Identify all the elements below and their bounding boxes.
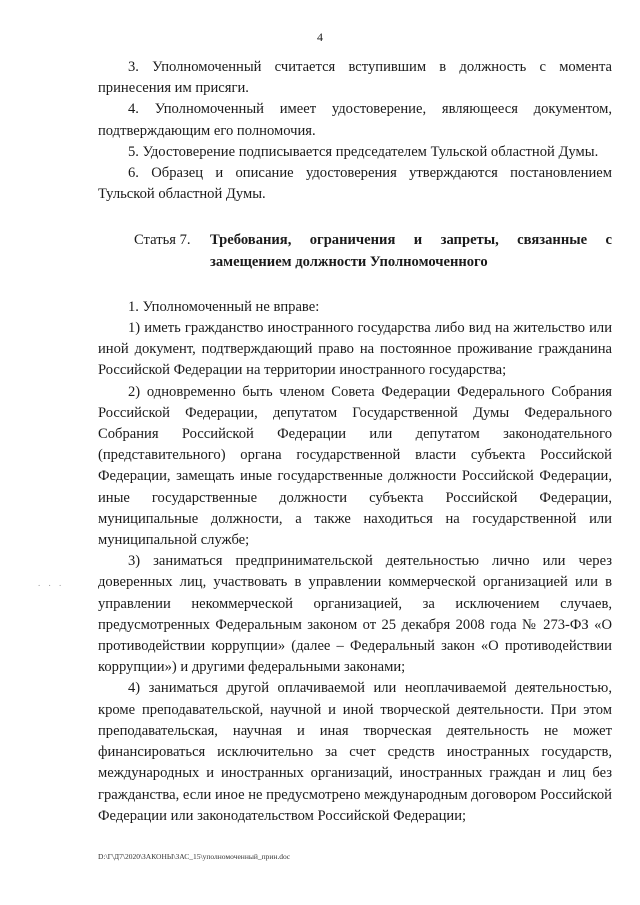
paragraph: 6. Образец и описание удостоверения утверждаются постановлением Тульской областной Думы. xyxy=(98,165,612,203)
paragraph: 3) заниматься предпринимательской деятельностью лично или через доверенных лиц, участвовать в управлении коммерческой организацией или в управлении некоммерческой организацией, за исключением случаев, предусмотренных Федеральным законом от 25 декабря 2008 года № 273-ФЗ «О противодействии коррупции» (далее – Федеральный закон «О противодействии коррупции») и другими федеральными законами; xyxy=(98,553,612,676)
paragraph: 4. Уполномоченный имеет удостоверение, являющееся документом, подтверждающим его полномочия. xyxy=(98,101,612,139)
scan-mark: . . . xyxy=(38,578,65,588)
paragraph: 1) иметь гражданство иностранного государства либо вид на жительство или иной документ, подтверждающий право на постоянное проживание гражданина Российской Федерации на территории иностранного государства; xyxy=(98,320,612,379)
paragraph: 4) заниматься другой оплачиваемой или неоплачиваемой деятельностью, кроме преподавательской, научной и иной творческой деятельности. При этом преподавательская, научная и иная творческая деятельность не может финансироваться исключительно за счет средств иностранных государств, международных и иностранных организаций, иностранных граждан и лиц без гражданства, если иное не предусмотрено международным договором Российской Федерации или законодательством Российской Федерации; xyxy=(98,680,612,824)
paragraph: 2) одновременно быть членом Совета Федерации Федерального Собрания Российской Федерации, депутатом Государственной Думы Федерального Собрания Российской Федерации или депутатом законодательного (представительного) органа государственной власти субъекта Российской Федерации, замещать иные государственные должности Российской Федерации, иные государственные должности субъекта Российской Федерации, муниципальные должности, а также находиться на государственной или муниципальной службе; xyxy=(98,383,612,549)
article-title: Требования, ограничения и запреты, связанные с замещением должности Уполномоченного xyxy=(210,232,612,270)
article-number: Статья 7. xyxy=(134,232,191,249)
article-heading xyxy=(98,230,612,272)
paragraph: 5. Удостоверение подписывается председателем Тульской областной Думы. xyxy=(128,143,599,160)
document-body xyxy=(98,57,612,827)
page-number: 4 xyxy=(317,30,323,44)
paragraph: 3. Уполномоченный считается вступившим в должность с момента принесения им присяги. xyxy=(98,59,612,97)
paragraph: 1. Уполномоченный не вправе: xyxy=(128,298,320,315)
file-path-footer: D:\Г\Д7\2020\ЗАКОНЫ\ЗАС_15\уполномоченный_прин.doc xyxy=(98,852,291,861)
